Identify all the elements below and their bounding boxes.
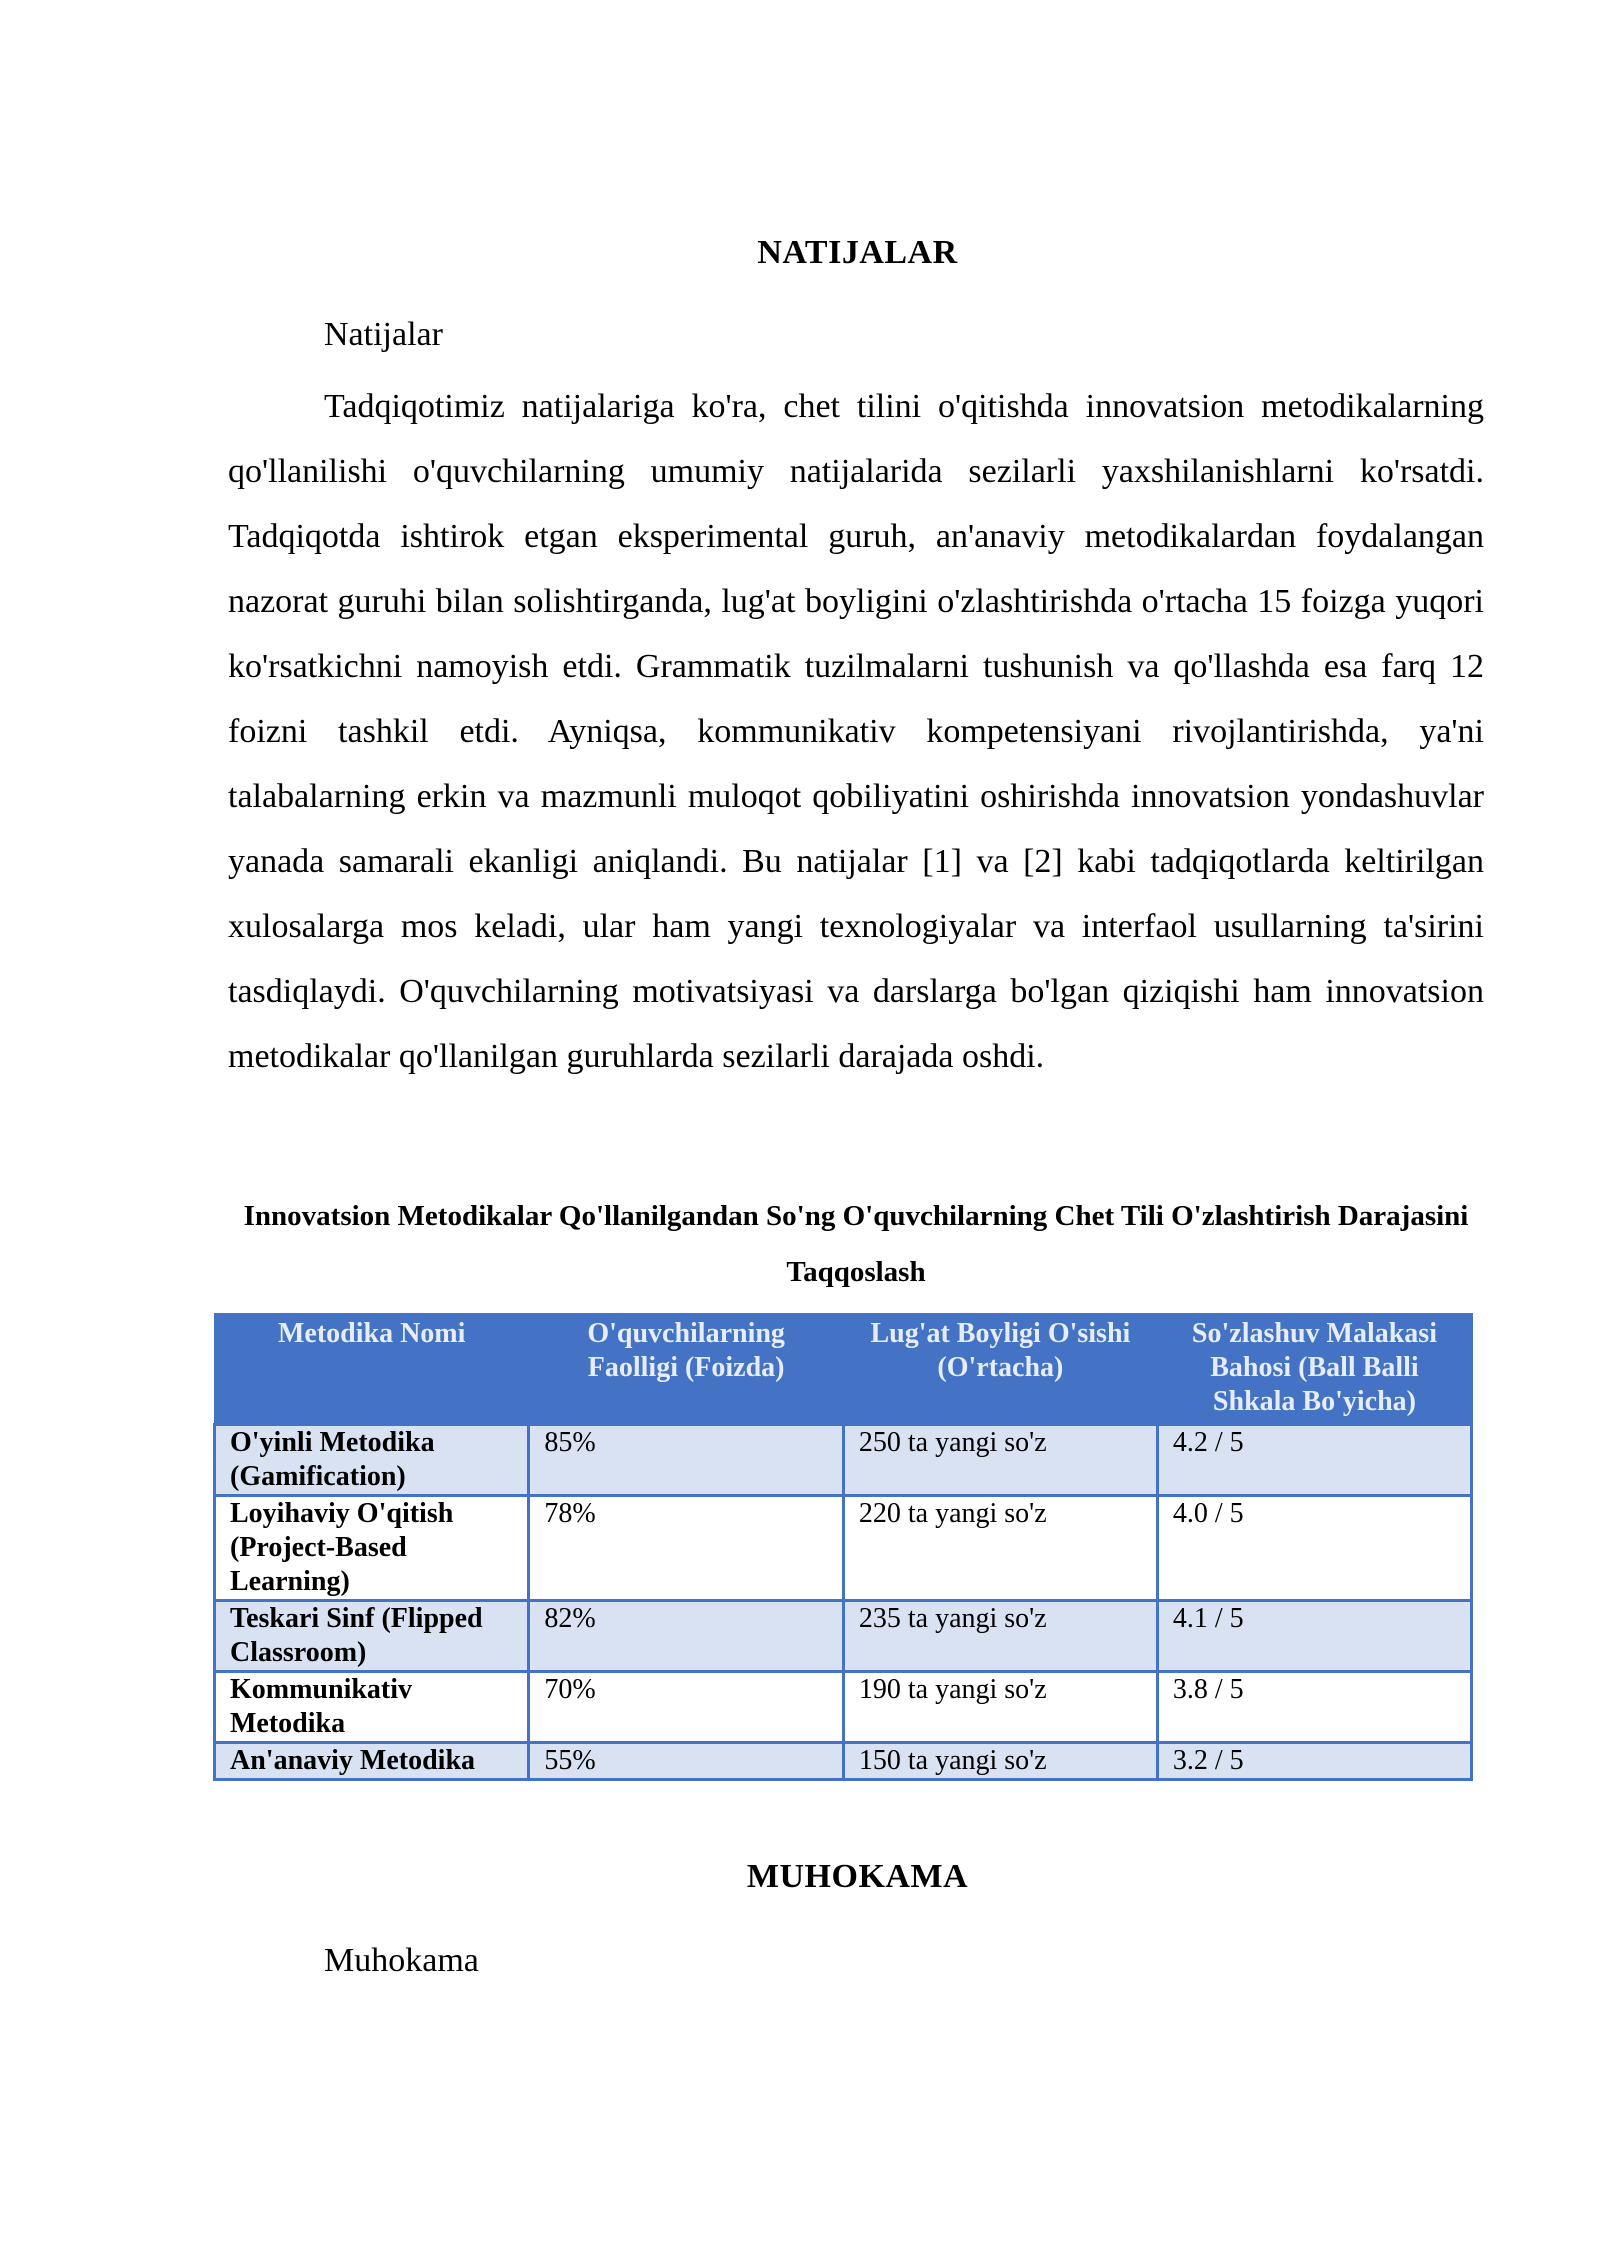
table-row (215, 1601, 1472, 1672)
method-name-cell: Teskari Sinf (Flipped Classroom) (215, 1601, 529, 1672)
vocabulary-cell: 250 ta yangi so'z (843, 1425, 1157, 1496)
method-name-cell: O'yinli Metodika (Gamification) (215, 1425, 529, 1496)
table-header-row (215, 1314, 1472, 1425)
header-vocabulary-growth: Lug'at Boyligi O'sishi (O'rtacha) (843, 1314, 1157, 1425)
vocabulary-cell: 150 ta yangi so'z (843, 1743, 1157, 1780)
speaking-score-cell: 4.1 / 5 (1157, 1601, 1471, 1672)
results-subheading: Natijalar (324, 316, 443, 353)
results-heading: NATIJALAR (757, 234, 958, 271)
header-speaking-score: So'zlashuv Malakasi Bahosi (Ball Balli Shkala Bo'yicha) (1157, 1314, 1471, 1425)
header-method-name: Metodika Nomi (215, 1314, 529, 1425)
table-row (215, 1496, 1472, 1601)
activity-cell: 70% (529, 1672, 843, 1743)
vocabulary-cell: 190 ta yangi so'z (843, 1672, 1157, 1743)
speaking-score-cell: 4.0 / 5 (1157, 1496, 1471, 1601)
speaking-score-cell: 3.8 / 5 (1157, 1672, 1471, 1743)
table-row (215, 1672, 1472, 1743)
comparison-table (213, 1313, 1473, 1781)
vocabulary-cell: 220 ta yangi so'z (843, 1496, 1157, 1601)
speaking-score-cell: 3.2 / 5 (1157, 1743, 1471, 1780)
activity-cell: 55% (529, 1743, 843, 1780)
speaking-score-cell: 4.2 / 5 (1157, 1425, 1471, 1496)
table-caption: Innovatsion Metodikalar Qo'llanilgandan So'ng O'quvchilarning Chet Tili O'zlashtirish Darajasini Taqqoslash (243, 1200, 1469, 1288)
vocabulary-cell: 235 ta yangi so'z (843, 1601, 1157, 1672)
discussion-heading: MUHOKAMA (746, 1858, 969, 1895)
method-name-cell: Loyihaviy O'qitish (Project-Based Learning) (215, 1496, 529, 1601)
table-row (215, 1743, 1472, 1780)
header-activity: O'quvchilarning Faolligi (Foizda) (529, 1314, 843, 1425)
results-paragraph: Tadqiqotimiz natijalariga ko'ra, chet tilini o'qitishda innovatsion metodikalarning qo'llanilishi o'quvchilarning umumiy natijalarida sezilarli yaxshilanishlarni ko'rsatdi. Tadqiqotda ishtirok etgan eksperimental guruh, an'anaviy metodikalardan foydalangan nazorat guruhi bilan solishtirganda, lug'at boyligini o'zlashtirishda o'rtacha 15 foizga yuqori ko'rsatkichni namoyish etdi. Grammatik tuzilmalarni tushunish va qo'llashda esa farq 12 foizni tashkil etdi. Ayniqsa, kommunikativ kompetensiyani rivojlantirishda, ya'ni talabalarning erkin va mazmunli muloqot qobiliyatini oshirishda innovatsion yondashuvlar yanada samarali ekanligi aniqlandi. Bu natijalar [1] va [2] kabi tadqiqotlarda keltirilgan xulosalarga mos keladi, ular ham yangi texnologiyalar va interfaol usullarning ta'sirini tasdiqlaydi. O'quvchilarning motivatsiyasi va darslarga bo'lgan qiziqishi ham innovatsion metodikalar qo'llanilgan guruhlarda sezilarli darajada oshdi. (228, 388, 1484, 1075)
method-name-cell: Kommunikativ Metodika (215, 1672, 529, 1743)
activity-cell: 85% (529, 1425, 843, 1496)
discussion-subheading: Muhokama (324, 1942, 479, 1979)
activity-cell: 82% (529, 1601, 843, 1672)
table-row (215, 1425, 1472, 1496)
method-name-cell: An'anaviy Metodika (215, 1743, 529, 1780)
activity-cell: 78% (529, 1496, 843, 1601)
